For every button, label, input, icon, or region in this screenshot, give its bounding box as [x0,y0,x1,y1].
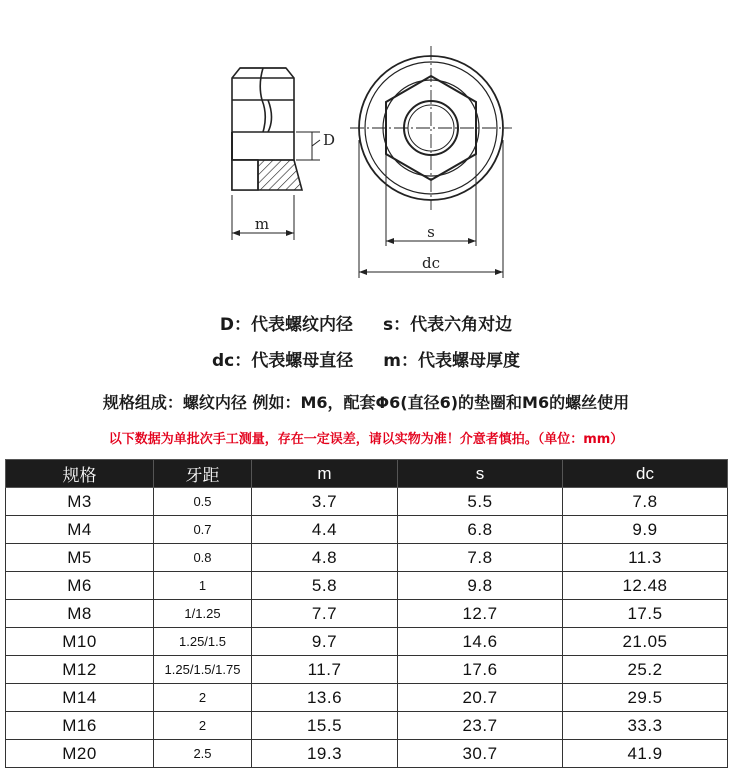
header-dc: dc [563,460,728,488]
table-row [6,516,728,544]
cell-dc: 21.05 [563,628,728,656]
side-view [232,68,320,240]
cell-dc: 9.9 [563,516,728,544]
table-row [6,600,728,628]
cell-m: 9.7 [252,628,398,656]
header-pitch: 牙距 [154,460,252,488]
cell-m: 13.6 [252,684,398,712]
cell-dc: 17.5 [563,600,728,628]
cell-dc: 41.9 [563,740,728,768]
cell-s: 6.8 [398,516,563,544]
cell-m: 7.7 [252,600,398,628]
table-row [6,740,728,768]
label-d: D [323,131,336,149]
legend-line-2 [0,346,732,371]
cell-m: 4.8 [252,544,398,572]
cell-m: 4.4 [252,516,398,544]
cell-pitch: 2 [154,684,252,712]
measurement-warning: 以下数据为单批次手工测量，存在一定误差，请以实物为准！介意者慎拍。（单位：mm） [108,432,624,447]
cell-pitch: 1.25/1.5 [154,628,252,656]
cell-pitch: 1/1.25 [154,600,252,628]
cell-m: 11.7 [252,656,398,684]
cell-pitch: 0.5 [154,488,252,516]
table-row [6,684,728,712]
cell-s: 5.5 [398,488,563,516]
spec-note: 规格组成：螺纹内径 例如：M6，配套Φ6(直径6)的垫圈和M6的螺丝使用 [102,393,630,412]
cell-s: 17.6 [398,656,563,684]
legend-d: D：代表螺纹内径 [219,315,353,335]
cell-dc: 25.2 [563,656,728,684]
cell-m: 15.5 [252,712,398,740]
spec-table [5,459,728,768]
legend-line-1 [0,310,732,335]
cell-dc: 7.8 [563,488,728,516]
cell-s: 14.6 [398,628,563,656]
cell-size: M12 [6,656,154,684]
cell-size: M5 [6,544,154,572]
cell-s: 9.8 [398,572,563,600]
header-size: 规格 [6,460,154,488]
cell-m: 19.3 [252,740,398,768]
cell-pitch: 0.7 [154,516,252,544]
legend-m: m：代表螺母厚度 [383,351,520,371]
top-view [350,46,512,278]
cell-s: 30.7 [398,740,563,768]
table-row [6,628,728,656]
cell-size: M4 [6,516,154,544]
table-row [6,544,728,572]
cell-s: 12.7 [398,600,563,628]
cell-size: M3 [6,488,154,516]
cell-s: 20.7 [398,684,563,712]
cell-s: 7.8 [398,544,563,572]
cell-pitch: 2.5 [154,740,252,768]
table-row [6,572,728,600]
legend-s: s：代表六角对边 [383,315,513,335]
legend-dc: dc：代表螺母直径 [212,351,354,371]
cell-dc: 33.3 [563,712,728,740]
cell-size: M10 [6,628,154,656]
cell-dc: 29.5 [563,684,728,712]
cell-m: 3.7 [252,488,398,516]
cell-pitch: 2 [154,712,252,740]
flange-nut-drawing [0,0,732,300]
cell-size: M14 [6,684,154,712]
cell-dc: 12.48 [563,572,728,600]
cell-size: M8 [6,600,154,628]
cell-pitch: 1.25/1.5/1.75 [154,656,252,684]
label-s: s [427,223,435,241]
table-row [6,488,728,516]
label-m: m [254,215,270,233]
cell-s: 23.7 [398,712,563,740]
table-row [6,656,728,684]
header-s: s [398,460,563,488]
table-row [6,712,728,740]
cell-m: 5.8 [252,572,398,600]
cell-size: M20 [6,740,154,768]
cell-size: M6 [6,572,154,600]
header-m: m [252,460,398,488]
cell-pitch: 0.8 [154,544,252,572]
table-header-row [6,460,728,488]
label-dc: dc [421,254,441,272]
cell-pitch: 1 [154,572,252,600]
cell-dc: 11.3 [563,544,728,572]
cell-size: M16 [6,712,154,740]
